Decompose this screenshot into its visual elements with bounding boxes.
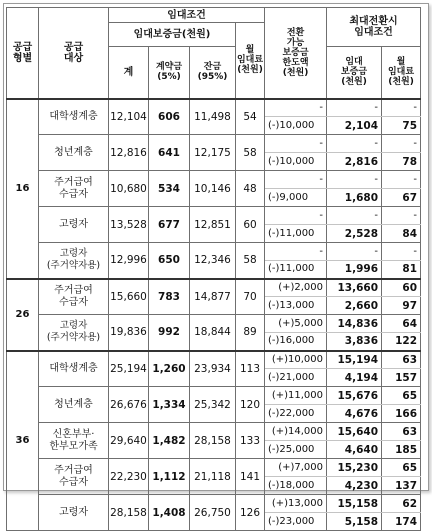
conversion-increase-cell: - [265, 207, 327, 225]
balance-amount-cell: 10,146 [190, 171, 236, 207]
header-supply-type: 공급 형별 [7, 8, 39, 99]
supply-target-cell: 주거급여 수급자 [39, 279, 109, 315]
max-monthly-increase-cell: 63 [382, 423, 421, 441]
max-deposit-increase-cell: 15,158 [327, 495, 382, 513]
max-deposit-increase-cell: - [327, 207, 382, 225]
header-monthly-rent: 월 임대료 (천원) [236, 23, 265, 99]
conversion-increase-cell: - [265, 135, 327, 153]
max-monthly-decrease-cell: 122 [382, 333, 421, 351]
monthly-rent-cell: 48 [236, 171, 265, 207]
conversion-decrease-cell: (-)10,000 [265, 153, 327, 171]
header-total: 계 [109, 47, 149, 99]
deposit-total-cell: 15,660 [109, 279, 149, 315]
max-monthly-increase-cell: 63 [382, 351, 421, 369]
max-monthly-increase-cell: - [382, 207, 421, 225]
header-balance-label: 잔금 [203, 62, 222, 73]
supply-target-cell: 고령자 (주거약자용) [39, 315, 109, 351]
deposit-total-cell: 13,528 [109, 207, 149, 243]
conversion-increase-cell: (+)10,000 [265, 351, 327, 369]
contract-amount-cell: 1,334 [149, 387, 190, 423]
supply-target-cell: 청년계층 [39, 387, 109, 423]
max-deposit-decrease-cell: 4,230 [327, 477, 382, 495]
deposit-total-cell: 10,680 [109, 171, 149, 207]
monthly-rent-cell: 58 [236, 135, 265, 171]
max-monthly-increase-cell: - [382, 135, 421, 153]
max-deposit-increase-cell: - [327, 171, 382, 189]
balance-amount-cell: 23,934 [190, 351, 236, 387]
contract-amount-cell: 1,482 [149, 423, 190, 459]
max-monthly-decrease-cell: 97 [382, 297, 421, 315]
table-row [7, 135, 421, 153]
deposit-total-cell: 22,230 [109, 459, 149, 495]
monthly-rent-cell: 54 [236, 99, 265, 135]
table-row [7, 495, 421, 513]
header-balance [190, 47, 236, 99]
max-deposit-decrease-cell: 2,104 [327, 117, 382, 135]
max-monthly-decrease-cell: 174 [382, 513, 421, 531]
deposit-total-cell: 12,996 [109, 243, 149, 279]
max-deposit-increase-cell: - [327, 99, 382, 117]
monthly-rent-cell: 58 [236, 243, 265, 279]
table-row [7, 99, 421, 117]
conversion-decrease-cell: (-)11,000 [265, 225, 327, 243]
balance-amount-cell: 11,498 [190, 99, 236, 135]
table-row [7, 243, 421, 261]
header-max-monthly: 월 임대료 (천원) [382, 47, 421, 99]
max-monthly-decrease-cell: 166 [382, 405, 421, 423]
max-monthly-decrease-cell: 157 [382, 369, 421, 387]
supply-target-cell: 청년계층 [39, 135, 109, 171]
max-deposit-decrease-cell: 1,996 [327, 261, 382, 279]
deposit-total-cell: 12,104 [109, 99, 149, 135]
table-row [7, 459, 421, 477]
header-conversion-limit: 전환 가능 보증금 한도액 (천원) [265, 8, 327, 99]
supply-target-cell: 대학생계층 [39, 99, 109, 135]
supply-type-cell: 16 [7, 99, 39, 279]
header-balance-pct: (95%) [197, 72, 228, 83]
conversion-decrease-cell: (-)10,000 [265, 117, 327, 135]
conversion-decrease-cell: (-)21,000 [265, 369, 327, 387]
max-deposit-decrease-cell: 4,640 [327, 441, 382, 459]
header-contract-pct: (5%) [157, 72, 181, 83]
deposit-total-cell: 26,676 [109, 387, 149, 423]
conversion-increase-cell: (+)7,000 [265, 459, 327, 477]
monthly-rent-cell: 141 [236, 459, 265, 495]
max-monthly-increase-cell: - [382, 99, 421, 117]
lease-conditions-table [6, 7, 421, 531]
balance-amount-cell: 12,175 [190, 135, 236, 171]
balance-amount-cell: 26,750 [190, 495, 236, 531]
conversion-decrease-cell: (-)13,000 [265, 297, 327, 315]
monthly-rent-cell: 126 [236, 495, 265, 531]
header-contract [149, 47, 190, 99]
table-row [7, 351, 421, 369]
max-deposit-increase-cell: 15,230 [327, 459, 382, 477]
deposit-total-cell: 28,158 [109, 495, 149, 531]
max-deposit-increase-cell: 15,676 [327, 387, 382, 405]
max-monthly-decrease-cell: 81 [382, 261, 421, 279]
contract-amount-cell: 641 [149, 135, 190, 171]
deposit-total-cell: 29,640 [109, 423, 149, 459]
header-supply-target: 공급 대상 [39, 8, 109, 99]
contract-amount-cell: 534 [149, 171, 190, 207]
conversion-decrease-cell: (-)23,000 [265, 513, 327, 531]
contract-amount-cell: 1,408 [149, 495, 190, 531]
monthly-rent-cell: 133 [236, 423, 265, 459]
max-deposit-decrease-cell: 2,816 [327, 153, 382, 171]
contract-amount-cell: 606 [149, 99, 190, 135]
balance-amount-cell: 12,851 [190, 207, 236, 243]
max-deposit-decrease-cell: 4,194 [327, 369, 382, 387]
max-monthly-decrease-cell: 185 [382, 441, 421, 459]
balance-amount-cell: 14,877 [190, 279, 236, 315]
max-deposit-increase-cell: - [327, 243, 382, 261]
supply-target-cell: 고령자 [39, 495, 109, 531]
conversion-decrease-cell: (-)25,000 [265, 441, 327, 459]
contract-amount-cell: 1,260 [149, 351, 190, 387]
balance-amount-cell: 18,844 [190, 315, 236, 351]
table-row [7, 423, 421, 441]
conversion-decrease-cell: (-)11,000 [265, 261, 327, 279]
monthly-rent-cell: 89 [236, 315, 265, 351]
contract-amount-cell: 650 [149, 243, 190, 279]
conversion-increase-cell: (+)5,000 [265, 315, 327, 333]
max-deposit-decrease-cell: 5,158 [327, 513, 382, 531]
table-row [7, 207, 421, 225]
supply-target-cell: 고령자 (주거약자용) [39, 243, 109, 279]
max-monthly-increase-cell: - [382, 171, 421, 189]
monthly-rent-cell: 120 [236, 387, 265, 423]
supply-target-cell: 고령자 [39, 207, 109, 243]
max-deposit-increase-cell: - [327, 135, 382, 153]
max-monthly-decrease-cell: 67 [382, 189, 421, 207]
monthly-rent-cell: 70 [236, 279, 265, 315]
conversion-increase-cell: (+)2,000 [265, 279, 327, 297]
monthly-rent-cell: 60 [236, 207, 265, 243]
balance-amount-cell: 21,118 [190, 459, 236, 495]
max-deposit-increase-cell: 15,640 [327, 423, 382, 441]
max-monthly-increase-cell: 62 [382, 495, 421, 513]
max-monthly-increase-cell: 64 [382, 315, 421, 333]
max-monthly-increase-cell: 65 [382, 387, 421, 405]
conversion-increase-cell: (+)13,000 [265, 495, 327, 513]
table-body [7, 99, 421, 531]
header-contract-label: 계약금 [155, 62, 183, 73]
max-deposit-increase-cell: 15,194 [327, 351, 382, 369]
table-row [7, 315, 421, 333]
conversion-decrease-cell: (-)22,000 [265, 405, 327, 423]
max-deposit-decrease-cell: 2,660 [327, 297, 382, 315]
conversion-increase-cell: - [265, 243, 327, 261]
max-deposit-decrease-cell: 2,528 [327, 225, 382, 243]
contract-amount-cell: 992 [149, 315, 190, 351]
balance-amount-cell: 25,342 [190, 387, 236, 423]
table-row [7, 171, 421, 189]
max-monthly-decrease-cell: 84 [382, 225, 421, 243]
header-lease-conditions: 임대조건 [109, 8, 265, 23]
deposit-total-cell: 12,816 [109, 135, 149, 171]
supply-type-cell: 36 [7, 351, 39, 531]
max-monthly-decrease-cell: 75 [382, 117, 421, 135]
contract-amount-cell: 677 [149, 207, 190, 243]
conversion-decrease-cell: (-)9,000 [265, 189, 327, 207]
supply-target-cell: 주거급여 수급자 [39, 171, 109, 207]
header-max-conversion: 최대전환시 임대조건 [327, 8, 421, 47]
balance-amount-cell: 12,346 [190, 243, 236, 279]
max-monthly-increase-cell: - [382, 243, 421, 261]
conversion-increase-cell: (+)14,000 [265, 423, 327, 441]
table-row [7, 279, 421, 297]
header-max-deposit: 임대 보증금 (천원) [327, 47, 382, 99]
header-deposit-group: 임대보증금(천원) [109, 23, 236, 47]
supply-target-cell: 주거급여 수급자 [39, 459, 109, 495]
max-monthly-decrease-cell: 137 [382, 477, 421, 495]
max-deposit-decrease-cell: 4,676 [327, 405, 382, 423]
monthly-rent-cell: 113 [236, 351, 265, 387]
max-deposit-increase-cell: 14,836 [327, 315, 382, 333]
conversion-increase-cell: - [265, 99, 327, 117]
contract-amount-cell: 1,112 [149, 459, 190, 495]
conversion-increase-cell: (+)11,000 [265, 387, 327, 405]
balance-amount-cell: 28,158 [190, 423, 236, 459]
max-monthly-decrease-cell: 78 [382, 153, 421, 171]
max-monthly-increase-cell: 65 [382, 459, 421, 477]
supply-type-cell: 26 [7, 279, 39, 351]
max-deposit-decrease-cell: 1,680 [327, 189, 382, 207]
contract-amount-cell: 783 [149, 279, 190, 315]
deposit-total-cell: 25,194 [109, 351, 149, 387]
max-deposit-increase-cell: 13,660 [327, 279, 382, 297]
conversion-decrease-cell: (-)18,000 [265, 477, 327, 495]
deposit-total-cell: 19,836 [109, 315, 149, 351]
conversion-increase-cell: - [265, 171, 327, 189]
table-row [7, 387, 421, 405]
max-deposit-decrease-cell: 3,836 [327, 333, 382, 351]
conversion-decrease-cell: (-)16,000 [265, 333, 327, 351]
max-monthly-increase-cell: 60 [382, 279, 421, 297]
supply-target-cell: 신혼부부· 한부모가족 [39, 423, 109, 459]
supply-target-cell: 대학생계층 [39, 351, 109, 387]
